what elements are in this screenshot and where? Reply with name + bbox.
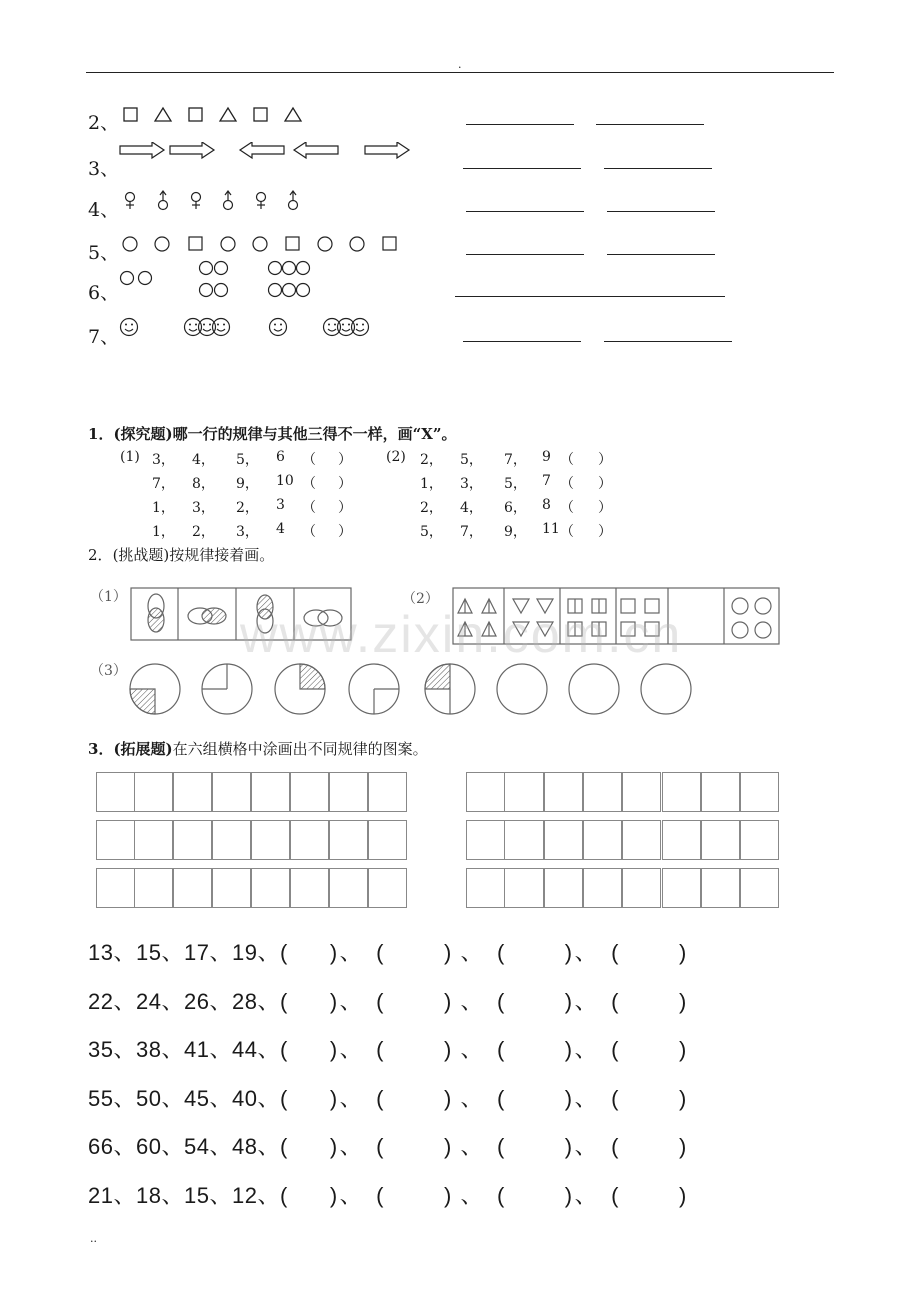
grid-cell[interactable] (544, 772, 583, 812)
sequence-number: 2， (420, 500, 443, 516)
answer-paren[interactable]: ( (496, 940, 505, 965)
sequence-number: 44 (232, 1037, 258, 1062)
grid-cell[interactable] (290, 868, 329, 908)
grid-cell[interactable] (173, 772, 212, 812)
sequence-number: 12 (232, 1182, 258, 1208)
answer-blank[interactable] (463, 341, 581, 342)
row-label: 7、 (88, 326, 120, 348)
sequence-number: 3 (276, 497, 285, 513)
circle-group-pattern-icon (88, 260, 448, 304)
answer-paren[interactable]: ) (444, 1037, 452, 1062)
answer-paren[interactable]: ） (598, 476, 612, 492)
sequence-separator: 、 (574, 1182, 598, 1208)
answer-paren[interactable]: ) (678, 940, 687, 965)
answer-paren[interactable]: ( (611, 1134, 619, 1159)
grid-cell[interactable] (96, 772, 135, 812)
sequence-number: 66 (88, 1134, 114, 1159)
sequence-separator: 、 (574, 1085, 598, 1111)
sequence-separator: 、 (574, 988, 598, 1014)
answer-paren[interactable]: ） (338, 452, 352, 468)
sequence-number: 8 (542, 497, 551, 513)
sequence-separator: 、 (339, 988, 363, 1014)
sequence-separator: 、 (113, 1085, 136, 1111)
sequence-separator: 、 (209, 1037, 232, 1062)
sequence-number: 60 (136, 1134, 162, 1159)
sequence-separator: 、 (161, 1037, 184, 1062)
sequence-number: 6， (504, 500, 527, 516)
watermark: www.zixin.com.cn (240, 606, 683, 664)
sequence-number: 5， (504, 476, 527, 492)
sequence-number: 8， (192, 476, 215, 492)
row-label: 2、 (88, 112, 120, 134)
sequence-number: 17 (184, 940, 210, 965)
section-title-text: 在六组横格中涂画出不同规律的图案。 (172, 740, 428, 758)
group-label: (2) (386, 449, 406, 465)
sequence-separator: 、 (113, 1182, 136, 1208)
answer-paren[interactable]: ） (338, 476, 352, 492)
sequence-separator: 、 (113, 1037, 136, 1062)
grid-cell[interactable] (583, 868, 622, 908)
row-label: 6、 (88, 282, 120, 304)
sequence-number: 18 (136, 1182, 162, 1208)
grid-cell[interactable] (544, 868, 583, 908)
sequence-number: 6 (276, 449, 285, 465)
grid-cell[interactable] (466, 868, 505, 908)
sequence-number: 5， (460, 452, 483, 468)
answer-paren[interactable]: ) (444, 1085, 452, 1111)
pattern-row-6 (88, 260, 448, 304)
answer-blank[interactable] (604, 341, 732, 342)
grid-cell[interactable] (134, 772, 173, 812)
answer-paren[interactable]: ( (280, 988, 288, 1014)
grid-cell[interactable] (740, 772, 779, 812)
answer-paren[interactable]: ( (376, 1182, 384, 1208)
answer-paren[interactable]: ) (329, 1134, 338, 1159)
grid-cell[interactable] (622, 772, 661, 812)
sequence-number: 38 (136, 1037, 162, 1062)
answer-paren[interactable]: ( (280, 1134, 288, 1159)
pattern-row-7 (88, 312, 448, 348)
answer-paren[interactable]: ) (329, 1085, 338, 1111)
grid-cell[interactable] (740, 868, 779, 908)
smiley-face-pattern-icon (88, 312, 448, 348)
answer-paren[interactable]: （ (302, 524, 316, 540)
grid-cell[interactable] (290, 820, 329, 860)
sequence-number: 40 (232, 1085, 258, 1111)
grid-cell[interactable] (740, 820, 779, 860)
pattern-row-4 (88, 187, 448, 223)
sequence-number: 9 (542, 449, 551, 465)
answer-blank[interactable] (604, 168, 712, 169)
sequence-number: 7， (460, 524, 483, 540)
sequence-separator: 、 (161, 1085, 184, 1111)
sequence-separator: 、 (257, 1037, 280, 1062)
answer-paren[interactable]: （ (302, 476, 316, 492)
sequence-separator: 、 (209, 1134, 232, 1159)
answer-paren[interactable]: ) (444, 940, 452, 965)
answer-paren[interactable]: ( (611, 1037, 619, 1062)
grid-cell[interactable] (368, 868, 407, 908)
section-number: 2 (88, 546, 98, 564)
answer-paren[interactable]: ) (329, 1037, 338, 1062)
sequence-number: 2， (192, 524, 215, 540)
sequence-number: 9， (236, 476, 259, 492)
footer-dots: .. (90, 1232, 97, 1245)
sequence-row (88, 936, 687, 967)
figure-label: （1） (90, 589, 127, 605)
sequence-number: 1， (152, 500, 175, 516)
answer-paren[interactable]: ) (564, 1037, 573, 1062)
answer-paren[interactable]: ( (496, 1134, 505, 1159)
sequence-number: 22 (88, 988, 114, 1014)
sequence-number: 55 (88, 1085, 114, 1111)
header-dot: . (458, 58, 462, 71)
sequence-separator: 、 (113, 1134, 136, 1159)
section-tag: (探究题) (113, 425, 173, 443)
sequence-number: 4， (460, 500, 483, 516)
grid-cell[interactable] (662, 868, 701, 908)
section-number: 1 (88, 425, 99, 443)
answer-paren[interactable]: ) (329, 988, 338, 1014)
answer-blank[interactable] (455, 296, 725, 297)
answer-paren[interactable]: ( (280, 1182, 288, 1208)
answer-blank[interactable] (463, 168, 581, 169)
grid-cell[interactable] (251, 820, 290, 860)
sequence-number: 7 (542, 473, 551, 489)
grid-cell[interactable] (368, 820, 407, 860)
answer-paren[interactable]: ） (598, 524, 612, 540)
pattern-row-3 (88, 142, 448, 178)
answer-paren[interactable]: ) (678, 988, 687, 1014)
sequence-number: 3， (460, 476, 483, 492)
answer-paren[interactable]: ( (376, 1085, 384, 1111)
answer-paren[interactable]: ) (444, 1182, 452, 1208)
answer-paren[interactable]: ) (678, 1182, 687, 1208)
sequence-separator: 、 (257, 1182, 280, 1208)
sequence-separator: 、 (113, 940, 136, 965)
answer-paren[interactable]: ) (564, 940, 573, 965)
sequence-separator: 、 (574, 1037, 598, 1062)
sequence-separator: 、 (339, 1037, 363, 1062)
grid-cell[interactable] (96, 820, 135, 860)
grid-cell[interactable] (212, 820, 251, 860)
answer-blank[interactable] (466, 254, 584, 255)
sequence-number: 5， (420, 524, 443, 540)
sequence-number: 15 (184, 1182, 210, 1208)
sequence-number: 15 (136, 940, 162, 965)
grid-cell[interactable] (662, 820, 701, 860)
sequence-number: 50 (136, 1085, 162, 1111)
grid-cell[interactable] (701, 820, 740, 860)
sequence-row (88, 985, 687, 1016)
section-tag: (挑战题) (112, 546, 170, 564)
answer-paren[interactable]: ） (598, 452, 612, 468)
sequence-number: 21 (88, 1182, 114, 1208)
answer-paren[interactable]: ( (280, 1037, 288, 1062)
grid-cell[interactable] (251, 868, 290, 908)
section-title-text: 按规律接着画。 (169, 546, 275, 564)
female-male-symbol-pattern-icon (88, 187, 448, 223)
answer-blank[interactable] (607, 211, 715, 212)
sequence-separator: 、 (453, 1134, 483, 1159)
sequence-row (88, 1082, 687, 1113)
sequence-number: 10 (276, 473, 294, 489)
grid-cell[interactable] (504, 772, 543, 812)
sequence-number: 3， (152, 452, 175, 468)
grid-cell[interactable] (134, 868, 173, 908)
answer-paren[interactable]: ( (611, 1182, 619, 1208)
answer-paren[interactable]: ) (564, 988, 573, 1014)
sequence-separator: 、 (257, 1085, 280, 1111)
grid-cell[interactable] (662, 772, 701, 812)
answer-paren[interactable]: ) (678, 1085, 687, 1111)
answer-paren[interactable]: ) (329, 1182, 338, 1208)
header-rule (86, 72, 834, 73)
group-label: (1) (120, 449, 140, 465)
answer-paren[interactable]: （ (560, 500, 574, 516)
sequence-row (88, 1179, 687, 1210)
answer-paren[interactable]: ( (611, 1085, 619, 1111)
section-3-title: 3．(拓展题)在六组横格中涂画出不同规律的图案。 (88, 740, 428, 758)
figure-label: （3） (90, 663, 127, 679)
sequence-number: 1， (420, 476, 443, 492)
grid-cell[interactable] (504, 820, 543, 860)
grid-cell[interactable] (466, 820, 505, 860)
sequence-number: 13 (88, 940, 114, 965)
row-label: 5、 (88, 242, 120, 264)
answer-paren[interactable]: ) (678, 1134, 687, 1159)
answer-paren[interactable]: ( (376, 1134, 384, 1159)
answer-paren[interactable]: ) (564, 1085, 573, 1111)
sequence-separator: 、 (209, 1085, 232, 1111)
section-2-title: 2．(挑战题)按规律接着画。 (88, 546, 275, 564)
answer-paren[interactable]: ( (496, 988, 505, 1014)
sequence-separator: 、 (453, 1085, 483, 1111)
grid-cell[interactable] (96, 868, 135, 908)
sequence-separator: 、 (257, 940, 280, 965)
sequence-number: 5， (236, 452, 259, 468)
grid-cell[interactable] (466, 772, 505, 812)
grid-cell[interactable] (701, 772, 740, 812)
grid-cell[interactable] (290, 772, 329, 812)
sequence-number: 1， (152, 524, 175, 540)
answer-paren[interactable]: （ (560, 524, 574, 540)
answer-paren[interactable]: ） (338, 500, 352, 516)
sequence-separator: 、 (574, 1134, 598, 1159)
row-label: 4、 (88, 199, 120, 221)
answer-paren[interactable]: ) (444, 988, 452, 1014)
circle-quarter-figure (126, 660, 696, 718)
grid-cell[interactable] (583, 772, 622, 812)
sequence-number: 35 (88, 1037, 114, 1062)
sequence-separator: 、 (453, 1037, 483, 1062)
answer-paren[interactable]: ( (280, 940, 288, 965)
sequence-number: 4， (192, 452, 215, 468)
sequence-number: 54 (184, 1134, 210, 1159)
sequence-number: 11 (542, 521, 560, 537)
grid-cell[interactable] (173, 868, 212, 908)
answer-paren[interactable]: ( (496, 1037, 505, 1062)
grid-cell[interactable] (368, 772, 407, 812)
grid-cell[interactable] (212, 868, 251, 908)
sequence-row (88, 1130, 687, 1161)
answer-paren[interactable]: ( (611, 988, 619, 1014)
grid-cell[interactable] (173, 820, 212, 860)
answer-paren[interactable]: ) (444, 1134, 452, 1159)
answer-paren[interactable]: ( (376, 988, 384, 1014)
sequence-separator: 、 (161, 1134, 184, 1159)
sequence-separator: 、 (209, 1182, 232, 1208)
sequence-separator: 、 (339, 1182, 363, 1208)
section-1-title: 1．(探究题)哪一行的规律与其他三得不一样，画“X”。 (88, 425, 457, 443)
sequence-number: 24 (136, 988, 162, 1014)
sequence-number: 9， (504, 524, 527, 540)
answer-paren[interactable]: ( (376, 1037, 384, 1062)
pattern-row-2 (88, 100, 448, 136)
answer-paren[interactable]: （ (302, 500, 316, 516)
figure-label: （2） (402, 591, 439, 607)
sequence-separator: 、 (161, 1182, 184, 1208)
answer-paren[interactable]: ( (496, 1085, 505, 1111)
sequence-number: 4 (276, 521, 285, 537)
grid-cell[interactable] (329, 820, 368, 860)
sequence-number: 48 (232, 1134, 258, 1159)
section-tag: (拓展题) (113, 740, 173, 758)
square-triangle-pattern-icon (88, 100, 448, 136)
section-title-text: 哪一行的规律与其他三得不一样，画“X”。 (172, 425, 457, 443)
answer-paren[interactable]: ) (678, 1037, 687, 1062)
sequence-separator: 、 (257, 988, 280, 1014)
row-label: 3、 (88, 158, 120, 180)
sequence-number: 3， (192, 500, 215, 516)
sequence-separator: 、 (257, 1134, 280, 1159)
answer-paren[interactable]: （ (302, 452, 316, 468)
sequence-separator: 、 (453, 1182, 483, 1208)
arrow-pattern-icon (88, 142, 448, 178)
sequence-number: 19 (232, 940, 258, 965)
sequence-number: 7， (504, 452, 527, 468)
answer-paren[interactable]: ( (376, 940, 384, 965)
answer-blank[interactable] (466, 211, 584, 212)
sequence-separator: 、 (339, 1134, 363, 1159)
answer-paren[interactable]: ( (496, 1182, 505, 1208)
sequence-number: 2， (420, 452, 443, 468)
grid-cell[interactable] (583, 820, 622, 860)
answer-paren[interactable]: ) (329, 940, 338, 965)
grid-cell[interactable] (212, 772, 251, 812)
answer-paren[interactable]: ( (280, 1085, 288, 1111)
answer-paren[interactable]: ( (611, 940, 619, 965)
answer-blank[interactable] (607, 254, 715, 255)
answer-blank[interactable] (466, 124, 574, 125)
sequence-number: 26 (184, 988, 210, 1014)
answer-paren[interactable]: ） (598, 500, 612, 516)
answer-paren[interactable]: ） (338, 524, 352, 540)
sequence-separator: 、 (113, 988, 136, 1014)
grid-cell[interactable] (544, 820, 583, 860)
grid-cell[interactable] (622, 820, 661, 860)
answer-paren[interactable]: （ (560, 476, 574, 492)
sequence-number: 45 (184, 1085, 210, 1111)
grid-cell[interactable] (504, 868, 543, 908)
sequence-separator: 、 (574, 940, 598, 965)
sequence-number: 7， (152, 476, 175, 492)
sequence-separator: 、 (209, 988, 232, 1014)
sequence-separator: 、 (339, 1085, 363, 1111)
sequence-number: 28 (232, 988, 258, 1014)
answer-paren[interactable]: ) (564, 1134, 573, 1159)
sequence-separator: 、 (161, 940, 184, 965)
sequence-number: 2， (236, 500, 259, 516)
sequence-separator: 、 (161, 988, 184, 1014)
sequence-separator: 、 (453, 988, 483, 1014)
section-number: 3 (88, 740, 99, 758)
grid-cell[interactable] (329, 772, 368, 812)
grid-cell[interactable] (622, 868, 661, 908)
sequence-number: 41 (184, 1037, 210, 1062)
answer-paren[interactable]: （ (560, 452, 574, 468)
sequence-separator: 、 (209, 940, 232, 965)
grid-cell[interactable] (701, 868, 740, 908)
answer-paren[interactable]: ) (564, 1182, 573, 1208)
sequence-separator: 、 (339, 940, 363, 965)
grid-cell[interactable] (134, 820, 173, 860)
grid-cell[interactable] (251, 772, 290, 812)
grid-cell[interactable] (329, 868, 368, 908)
sequence-row (88, 1033, 687, 1064)
sequence-number: 3， (236, 524, 259, 540)
sequence-separator: 、 (453, 940, 483, 965)
answer-blank[interactable] (596, 124, 704, 125)
